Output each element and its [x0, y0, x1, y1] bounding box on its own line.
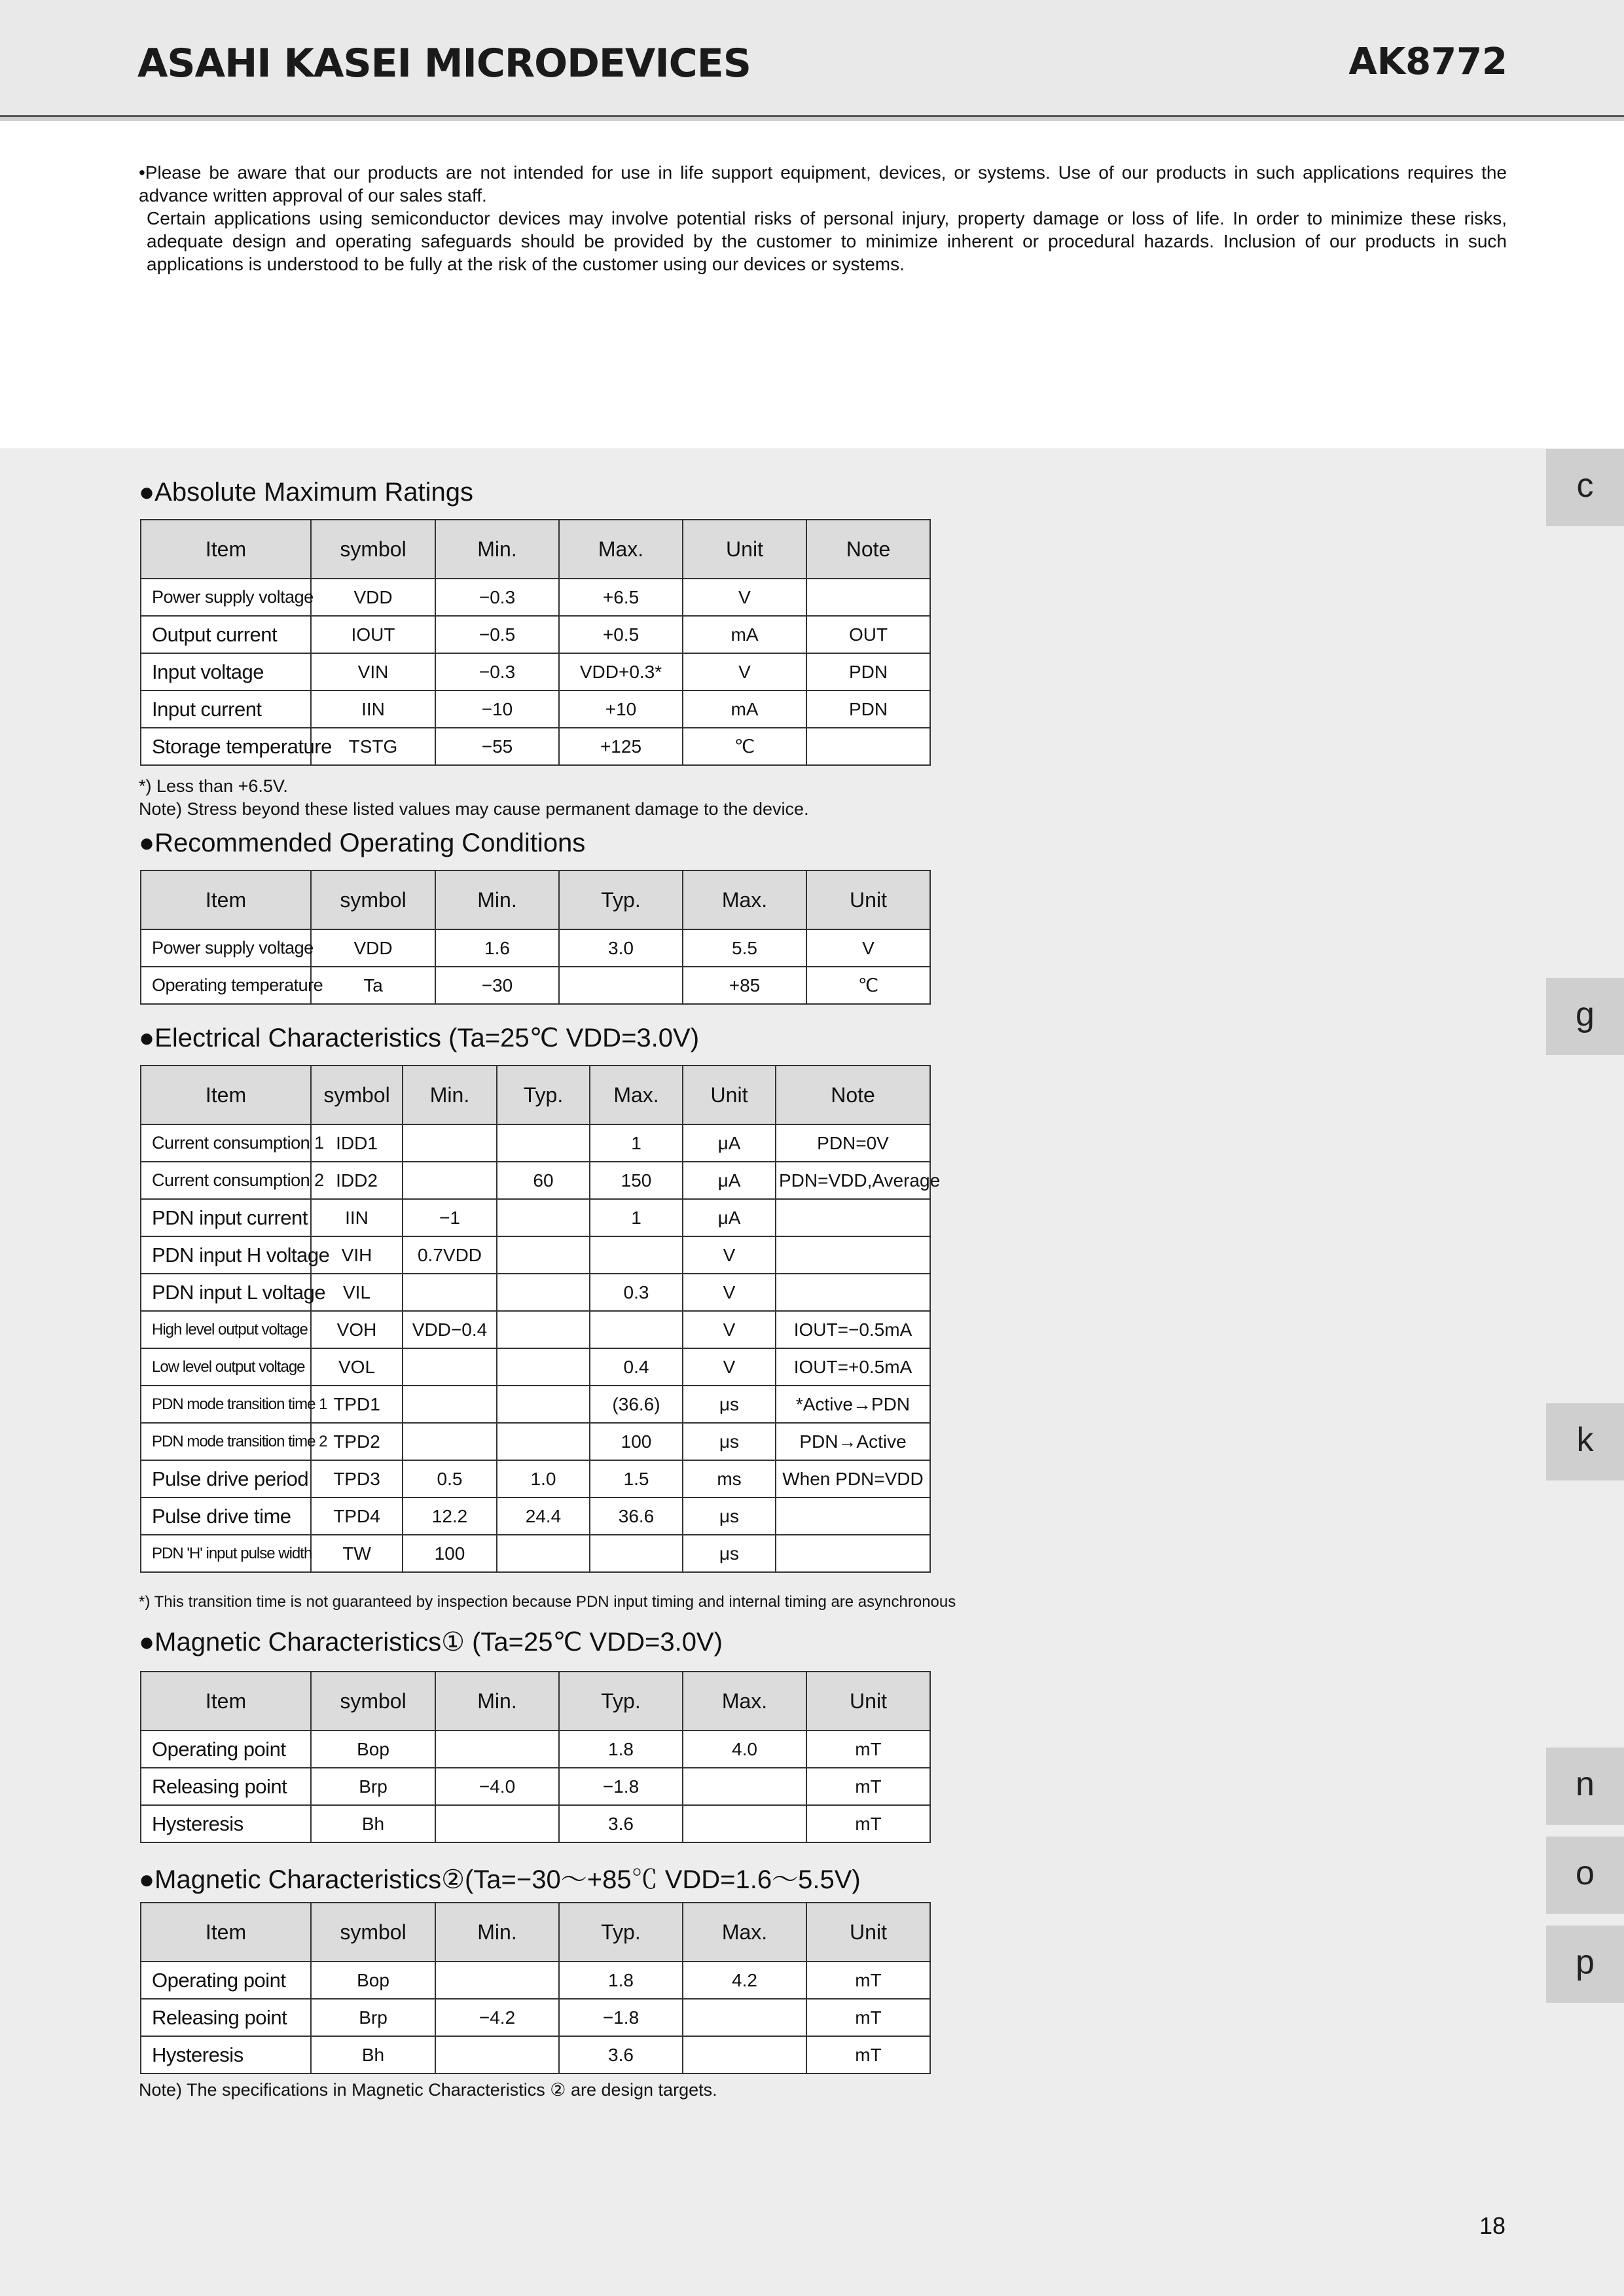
table-cell: [497, 1199, 590, 1236]
table-cell: [776, 1199, 930, 1236]
row-label: Operating point: [141, 1731, 311, 1768]
table-cell: IOUT: [311, 616, 435, 653]
column-header: Min.: [403, 1066, 497, 1124]
row-label: Power supply voltage: [141, 929, 311, 967]
table-header-row: [141, 1672, 930, 1731]
table-cell: μs: [683, 1386, 776, 1423]
column-header: Item: [141, 520, 311, 579]
table-cell: [435, 1731, 559, 1768]
mag1-table: [140, 1671, 931, 1843]
column-header: symbol: [311, 1672, 435, 1731]
row-label: Pulse drive period: [141, 1460, 311, 1498]
table-cell: V: [683, 1236, 776, 1274]
column-header: Unit: [806, 1672, 930, 1731]
table-row: [141, 1348, 930, 1386]
column-header: Typ.: [497, 1066, 590, 1124]
index-tab-p[interactable]: p: [1546, 1926, 1624, 2003]
column-header: Unit: [806, 1903, 930, 1962]
table-cell: VDD−0.4: [403, 1311, 497, 1348]
table-row: [141, 2036, 930, 2073]
table-cell: (36.6): [590, 1386, 683, 1423]
disclaimer: [139, 161, 1507, 276]
row-label: PDN input current: [141, 1199, 311, 1236]
table-cell: [776, 1535, 930, 1572]
brand-name: ASAHI KASEI MICRODEVICES: [137, 41, 751, 86]
column-header: Max.: [683, 1903, 806, 1962]
table-cell: VIH: [311, 1236, 403, 1274]
table-cell: Bh: [311, 2036, 435, 2073]
table-cell: [497, 1236, 590, 1274]
table-cell: −4.2: [435, 1999, 559, 2036]
table-cell: −1.8: [559, 1999, 683, 2036]
elec-footnote: *) This transition time is not guaranteed by inspection because PDN input timing and internal timing are asynchronous: [139, 1593, 956, 1611]
table-cell: [806, 579, 930, 616]
table-cell: 3.6: [559, 2036, 683, 2073]
table-cell: −4.0: [435, 1768, 559, 1805]
table-cell: 1: [590, 1199, 683, 1236]
column-header: Min.: [435, 870, 559, 929]
table-cell: V: [683, 1348, 776, 1386]
table-cell: [497, 1535, 590, 1572]
table-cell: PDN=0V: [776, 1124, 930, 1162]
table-cell: 100: [403, 1535, 497, 1572]
table-cell: [435, 1805, 559, 1842]
table-cell: [403, 1423, 497, 1460]
row-label: Low level output voltage: [141, 1348, 311, 1386]
abs-max-footnote-1: *) Less than +6.5V.: [139, 776, 288, 796]
table-cell: [497, 1274, 590, 1311]
column-header: Min.: [435, 1672, 559, 1731]
table-cell: +6.5: [559, 579, 683, 616]
abs-max-footnote-2: Note) Stress beyond these listed values may cause permanent damage to the device.: [139, 799, 809, 819]
table-cell: PDN→Active: [776, 1423, 930, 1460]
table-cell: −1: [403, 1199, 497, 1236]
table-cell: mT: [806, 1805, 930, 1842]
table-cell: μA: [683, 1199, 776, 1236]
table-cell: [559, 967, 683, 1004]
row-label: Operating temperature: [141, 967, 311, 1004]
table-cell: 5.5: [683, 929, 806, 967]
table-cell: μA: [683, 1162, 776, 1199]
table-cell: IOUT=−0.5mA: [776, 1311, 930, 1348]
page-header: [0, 0, 1624, 117]
table-cell: [776, 1274, 930, 1311]
part-number: AK8772: [1348, 41, 1507, 83]
table-cell: −30: [435, 967, 559, 1004]
table-cell: VDD: [311, 929, 435, 967]
row-label: PDN mode transition time 2: [141, 1423, 311, 1460]
table-cell: −0.3: [435, 653, 559, 691]
abs-max-title: ●Absolute Maximum Ratings: [139, 478, 474, 507]
table-cell: TW: [311, 1535, 403, 1572]
table-cell: +10: [559, 691, 683, 728]
table-row: [141, 929, 930, 967]
table-cell: mA: [683, 616, 806, 653]
table-row: [141, 1768, 930, 1805]
table-cell: 1.8: [559, 1731, 683, 1768]
row-label: Current consumption 2: [141, 1162, 311, 1199]
table-cell: [403, 1274, 497, 1311]
table-cell: [683, 2036, 806, 2073]
table-cell: Ta: [311, 967, 435, 1004]
table-cell: 12.2: [403, 1498, 497, 1535]
table-cell: mT: [806, 1731, 930, 1768]
table-cell: [403, 1386, 497, 1423]
row-label: Output current: [141, 616, 311, 653]
table-row: [141, 1236, 930, 1274]
abs-max-table: [140, 519, 931, 766]
table-cell: +125: [559, 728, 683, 765]
table-cell: 0.7VDD: [403, 1236, 497, 1274]
table-cell: −10: [435, 691, 559, 728]
table-cell: [403, 1162, 497, 1199]
table-cell: 1.6: [435, 929, 559, 967]
row-label: PDN mode transition time 1: [141, 1386, 311, 1423]
table-cell: 1.5: [590, 1460, 683, 1498]
table-cell: −55: [435, 728, 559, 765]
table-row: [141, 1962, 930, 1999]
column-header: Item: [141, 1066, 311, 1124]
table-cell: 0.5: [403, 1460, 497, 1498]
table-cell: [806, 728, 930, 765]
table-row: [141, 1731, 930, 1768]
table-cell: μs: [683, 1423, 776, 1460]
table-cell: [435, 1962, 559, 1999]
table-cell: Bop: [311, 1731, 435, 1768]
row-label: Input current: [141, 691, 311, 728]
table-cell: ℃: [806, 967, 930, 1004]
table-row: [141, 728, 930, 765]
table-cell: V: [806, 929, 930, 967]
table-row: [141, 1311, 930, 1348]
column-header: Min.: [435, 520, 559, 579]
table-cell: 0.3: [590, 1274, 683, 1311]
row-label: PDN input H voltage: [141, 1236, 311, 1274]
table-cell: μs: [683, 1535, 776, 1572]
row-label: Storage temperature: [141, 728, 311, 765]
table-cell: OUT: [806, 616, 930, 653]
table-cell: Bop: [311, 1962, 435, 1999]
table-cell: 4.0: [683, 1731, 806, 1768]
table-row: [141, 1124, 930, 1162]
column-header: Note: [806, 520, 930, 579]
table-cell: PDN: [806, 653, 930, 691]
table-cell: PDN=VDD,Average: [776, 1162, 930, 1199]
table-cell: [435, 2036, 559, 2073]
index-tab-g[interactable]: g: [1546, 978, 1624, 1055]
rec-op-table: [140, 870, 931, 1005]
table-cell: TPD4: [311, 1498, 403, 1535]
column-header: symbol: [311, 520, 435, 579]
table-cell: Brp: [311, 1999, 435, 2036]
row-label: Operating point: [141, 1962, 311, 1999]
rec-op-title: ●Recommended Operating Conditions: [139, 829, 586, 857]
table-cell: TPD2: [311, 1423, 403, 1460]
column-header: Item: [141, 870, 311, 929]
row-label: Power supply voltage: [141, 579, 311, 616]
table-row: [141, 579, 930, 616]
column-header: Item: [141, 1903, 311, 1962]
table-cell: [403, 1348, 497, 1386]
table-cell: 100: [590, 1423, 683, 1460]
table-cell: VDD: [311, 579, 435, 616]
table-cell: PDN: [806, 691, 930, 728]
table-cell: VDD+0.3*: [559, 653, 683, 691]
table-row: [141, 1423, 930, 1460]
table-cell: IIN: [311, 691, 435, 728]
table-header-row: [141, 520, 930, 579]
table-cell: 36.6: [590, 1498, 683, 1535]
table-cell: Brp: [311, 1768, 435, 1805]
table-row: [141, 653, 930, 691]
table-row: [141, 1162, 930, 1199]
row-label: PDN input L voltage: [141, 1274, 311, 1311]
table-cell: *Active→PDN: [776, 1386, 930, 1423]
table-cell: mT: [806, 1768, 930, 1805]
table-cell: Bh: [311, 1805, 435, 1842]
row-label: Hysteresis: [141, 2036, 311, 2073]
row-label: Hysteresis: [141, 1805, 311, 1842]
elec-title: ●Electrical Characteristics (Ta=25℃ VDD=3.0V): [139, 1024, 700, 1052]
index-tab-n[interactable]: n: [1546, 1748, 1624, 1825]
table-header-row: [141, 870, 930, 929]
table-cell: IDD1: [311, 1124, 403, 1162]
column-header: Unit: [806, 870, 930, 929]
table-cell: V: [683, 579, 806, 616]
table-cell: μs: [683, 1498, 776, 1535]
table-cell: [590, 1311, 683, 1348]
column-header: Note: [776, 1066, 930, 1124]
column-header: Min.: [435, 1903, 559, 1962]
mag2-table: [140, 1902, 931, 2074]
table-cell: ms: [683, 1460, 776, 1498]
elec-table: [140, 1065, 941, 1573]
column-header: Max.: [683, 870, 806, 929]
table-row: [141, 691, 930, 728]
column-header: Max.: [590, 1066, 683, 1124]
column-header: symbol: [311, 1903, 435, 1962]
table-cell: 60: [497, 1162, 590, 1199]
table-cell: [497, 1124, 590, 1162]
table-row: [141, 1274, 930, 1311]
table-cell: TPD3: [311, 1460, 403, 1498]
disclaimer-paragraph-1: •Please be aware that our products are not intended for use in life support equipment, devices, or systems. Use of our products in such applications requires the advance written approval of our sales staff.: [139, 162, 1507, 206]
table-cell: IIN: [311, 1199, 403, 1236]
table-cell: 150: [590, 1162, 683, 1199]
table-cell: 24.4: [497, 1498, 590, 1535]
row-label: PDN 'H' input pulse width: [141, 1535, 311, 1572]
column-header: Typ.: [559, 1903, 683, 1962]
table-cell: [683, 1805, 806, 1842]
row-label: High level output voltage: [141, 1311, 311, 1348]
row-label: Pulse drive time: [141, 1498, 311, 1535]
table-cell: VIN: [311, 653, 435, 691]
table-row: [141, 1805, 930, 1842]
table-row: [141, 1535, 930, 1572]
table-cell: VIL: [311, 1274, 403, 1311]
column-header: symbol: [311, 1066, 403, 1124]
table-row: [141, 1386, 930, 1423]
table-cell: 3.6: [559, 1805, 683, 1842]
row-label: Current consumption 1: [141, 1124, 311, 1162]
column-header: Typ.: [559, 1672, 683, 1731]
table-cell: +0.5: [559, 616, 683, 653]
table-cell: [776, 1498, 930, 1535]
table-cell: mT: [806, 1962, 930, 1999]
table-cell: mT: [806, 2036, 930, 2073]
table-cell: [683, 1999, 806, 2036]
table-cell: V: [683, 1274, 776, 1311]
column-header: Item: [141, 1672, 311, 1731]
table-row: [141, 1460, 930, 1498]
table-cell: [590, 1535, 683, 1572]
row-label: Releasing point: [141, 1768, 311, 1805]
table-cell: ℃: [683, 728, 806, 765]
column-header: Max.: [683, 1672, 806, 1731]
table-cell: 0.4: [590, 1348, 683, 1386]
index-tab-o[interactable]: o: [1546, 1837, 1624, 1914]
table-cell: VOL: [311, 1348, 403, 1386]
row-label: Releasing point: [141, 1999, 311, 2036]
disclaimer-paragraph-2: Certain applications using semiconductor devices may involve potential risks of personal injury, property damage or loss of life. In order to minimize these risks, adequate design and operating safeguards should be provided by the customer to minimize inherent or procedural hazards. Inclusion of our products in such applications is understood to be fully at the risk of the customer using our devices or systems.: [147, 208, 1507, 274]
table-row: [141, 616, 930, 653]
table-row: [141, 1498, 930, 1535]
mag2-footnote: Note) The specifications in Magnetic Characteristics ② are design targets.: [139, 2080, 717, 2100]
table-cell: mT: [806, 1999, 930, 2036]
row-label: Input voltage: [141, 653, 311, 691]
table-cell: When PDN=VDD: [776, 1460, 930, 1498]
table-row: [141, 1199, 930, 1236]
index-tab-k[interactable]: k: [1546, 1403, 1624, 1480]
table-cell: μA: [683, 1124, 776, 1162]
column-header: Max.: [559, 520, 683, 579]
table-cell: −0.3: [435, 579, 559, 616]
table-row: [141, 1999, 930, 2036]
table-cell: IOUT=+0.5mA: [776, 1348, 930, 1386]
table-cell: +85: [683, 967, 806, 1004]
table-cell: [497, 1386, 590, 1423]
table-cell: V: [683, 653, 806, 691]
page-number: 18: [1479, 2212, 1506, 2239]
column-header: symbol: [311, 870, 435, 929]
table-cell: mA: [683, 691, 806, 728]
table-cell: 1: [590, 1124, 683, 1162]
table-cell: 1.0: [497, 1460, 590, 1498]
table-cell: [776, 1236, 930, 1274]
column-header: Unit: [683, 520, 806, 579]
table-cell: [497, 1311, 590, 1348]
table-header-row: [141, 1903, 930, 1962]
mag2-title: ●Magnetic Characteristics②(Ta=−30〜+85℃ VDD=1.6〜5.5V): [139, 1865, 861, 1894]
table-cell: TPD1: [311, 1386, 403, 1423]
table-cell: IDD2: [311, 1162, 403, 1199]
table-row: [141, 967, 930, 1004]
column-header: Typ.: [559, 870, 683, 929]
table-cell: VOH: [311, 1311, 403, 1348]
table-cell: TSTG: [311, 728, 435, 765]
table-header-row: [141, 1066, 930, 1124]
column-header: Unit: [683, 1066, 776, 1124]
table-cell: −0.5: [435, 616, 559, 653]
table-cell: 4.2: [683, 1962, 806, 1999]
table-cell: 1.8: [559, 1962, 683, 1999]
table-cell: [683, 1768, 806, 1805]
table-cell: −1.8: [559, 1768, 683, 1805]
table-cell: V: [683, 1311, 776, 1348]
table-cell: [497, 1423, 590, 1460]
table-cell: [497, 1348, 590, 1386]
table-cell: [590, 1236, 683, 1274]
table-cell: 3.0: [559, 929, 683, 967]
index-tab-c[interactable]: c: [1546, 449, 1624, 526]
mag1-title: ●Magnetic Characteristics① (Ta=25℃ VDD=3.0V): [139, 1628, 723, 1657]
table-cell: [403, 1124, 497, 1162]
